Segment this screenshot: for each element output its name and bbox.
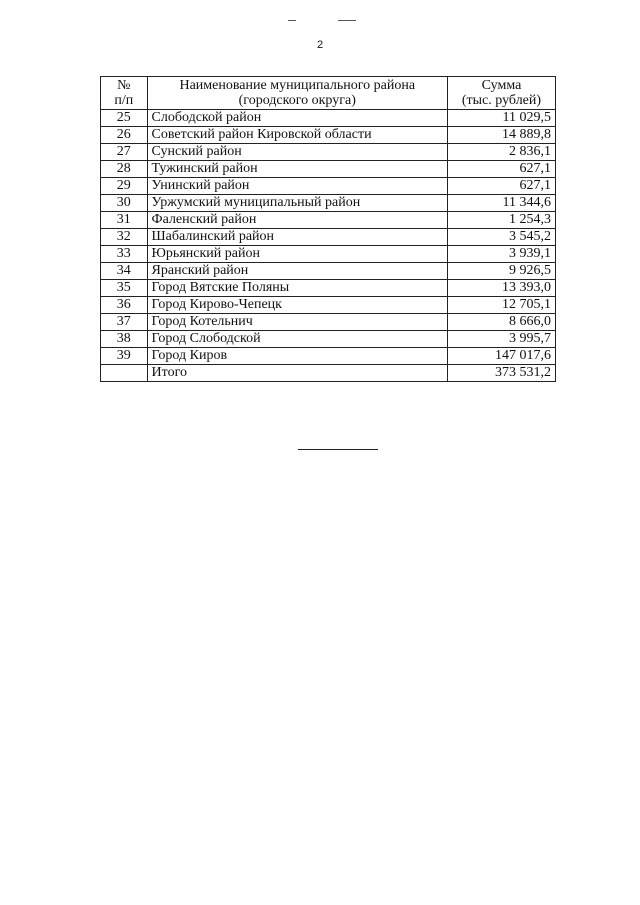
header-name-line2: (городского округа) bbox=[238, 93, 356, 108]
header-sum-line2: (тыс. рублей) bbox=[461, 93, 542, 108]
table-row bbox=[101, 195, 556, 212]
table-row bbox=[101, 127, 556, 144]
table-row bbox=[101, 161, 556, 178]
row-number: 39 bbox=[101, 348, 148, 365]
row-number: 33 bbox=[101, 246, 148, 263]
table-row bbox=[101, 280, 556, 297]
header-name bbox=[147, 77, 447, 110]
row-name: Тужинский район bbox=[147, 161, 447, 178]
row-name: Фаленский район bbox=[147, 212, 447, 229]
table-row bbox=[101, 229, 556, 246]
row-number: 37 bbox=[101, 314, 148, 331]
row-name: Юрьянский район bbox=[147, 246, 447, 263]
row-sum: 11 029,5 bbox=[447, 110, 555, 127]
row-sum: 1 254,3 bbox=[447, 212, 555, 229]
row-number: 34 bbox=[101, 263, 148, 280]
row-name: Сунский район bbox=[147, 144, 447, 161]
table-header-row bbox=[101, 77, 556, 110]
row-sum: 627,1 bbox=[447, 178, 555, 195]
total-label: Итого bbox=[147, 365, 447, 382]
table-row bbox=[101, 297, 556, 314]
header-name-line1: Наименование муниципального района bbox=[179, 78, 416, 93]
table-row bbox=[101, 144, 556, 161]
table-row bbox=[101, 110, 556, 127]
header-number-line1: № bbox=[117, 78, 131, 93]
row-sum: 2 836,1 bbox=[447, 144, 555, 161]
table-row bbox=[101, 348, 556, 365]
row-sum: 3 545,2 bbox=[447, 229, 555, 246]
row-name: Шабалинский район bbox=[147, 229, 447, 246]
page-number: 2 bbox=[316, 39, 324, 51]
row-sum: 147 017,6 bbox=[447, 348, 555, 365]
row-name: Уржумский муниципальный район bbox=[147, 195, 447, 212]
row-sum: 12 705,1 bbox=[447, 297, 555, 314]
row-number: 27 bbox=[101, 144, 148, 161]
row-name: Город Кирово-Чепецк bbox=[147, 297, 447, 314]
row-sum: 14 889,8 bbox=[447, 127, 555, 144]
header-sum bbox=[447, 77, 555, 110]
row-sum: 3 939,1 bbox=[447, 246, 555, 263]
table-row bbox=[101, 314, 556, 331]
table-row bbox=[101, 331, 556, 348]
header-sum-line1: Сумма bbox=[481, 78, 522, 93]
row-sum: 11 344,6 bbox=[447, 195, 555, 212]
total-sum: 373 531,2 bbox=[447, 365, 555, 382]
closing-divider bbox=[298, 449, 378, 450]
row-name: Город Котельнич bbox=[147, 314, 447, 331]
row-number: 29 bbox=[101, 178, 148, 195]
row-number: 31 bbox=[101, 212, 148, 229]
total-number bbox=[101, 365, 148, 382]
row-number: 26 bbox=[101, 127, 148, 144]
row-number: 25 bbox=[101, 110, 148, 127]
table-row bbox=[101, 246, 556, 263]
table-row bbox=[101, 212, 556, 229]
row-number: 35 bbox=[101, 280, 148, 297]
row-name: Слободской район bbox=[147, 110, 447, 127]
row-name: Советский район Кировской области bbox=[147, 127, 447, 144]
row-name: Город Слободской bbox=[147, 331, 447, 348]
row-name: Яранский район bbox=[147, 263, 447, 280]
table-total-row bbox=[101, 365, 556, 382]
row-sum: 8 666,0 bbox=[447, 314, 555, 331]
scan-mark-right bbox=[338, 20, 356, 21]
header-number-line2: п/п bbox=[114, 93, 134, 108]
header-number bbox=[101, 77, 148, 110]
table-row bbox=[101, 263, 556, 280]
row-number: 38 bbox=[101, 331, 148, 348]
row-number: 36 bbox=[101, 297, 148, 314]
row-name: Город Киров bbox=[147, 348, 447, 365]
row-sum: 627,1 bbox=[447, 161, 555, 178]
table-row bbox=[101, 178, 556, 195]
table-body bbox=[101, 110, 556, 382]
row-name: Унинский район bbox=[147, 178, 447, 195]
budget-table bbox=[100, 76, 556, 382]
row-number: 28 bbox=[101, 161, 148, 178]
row-number: 30 bbox=[101, 195, 148, 212]
row-name: Город Вятские Поляны bbox=[147, 280, 447, 297]
scan-mark-left bbox=[288, 20, 296, 21]
row-sum: 13 393,0 bbox=[447, 280, 555, 297]
row-sum: 3 995,7 bbox=[447, 331, 555, 348]
row-sum: 9 926,5 bbox=[447, 263, 555, 280]
row-number: 32 bbox=[101, 229, 148, 246]
